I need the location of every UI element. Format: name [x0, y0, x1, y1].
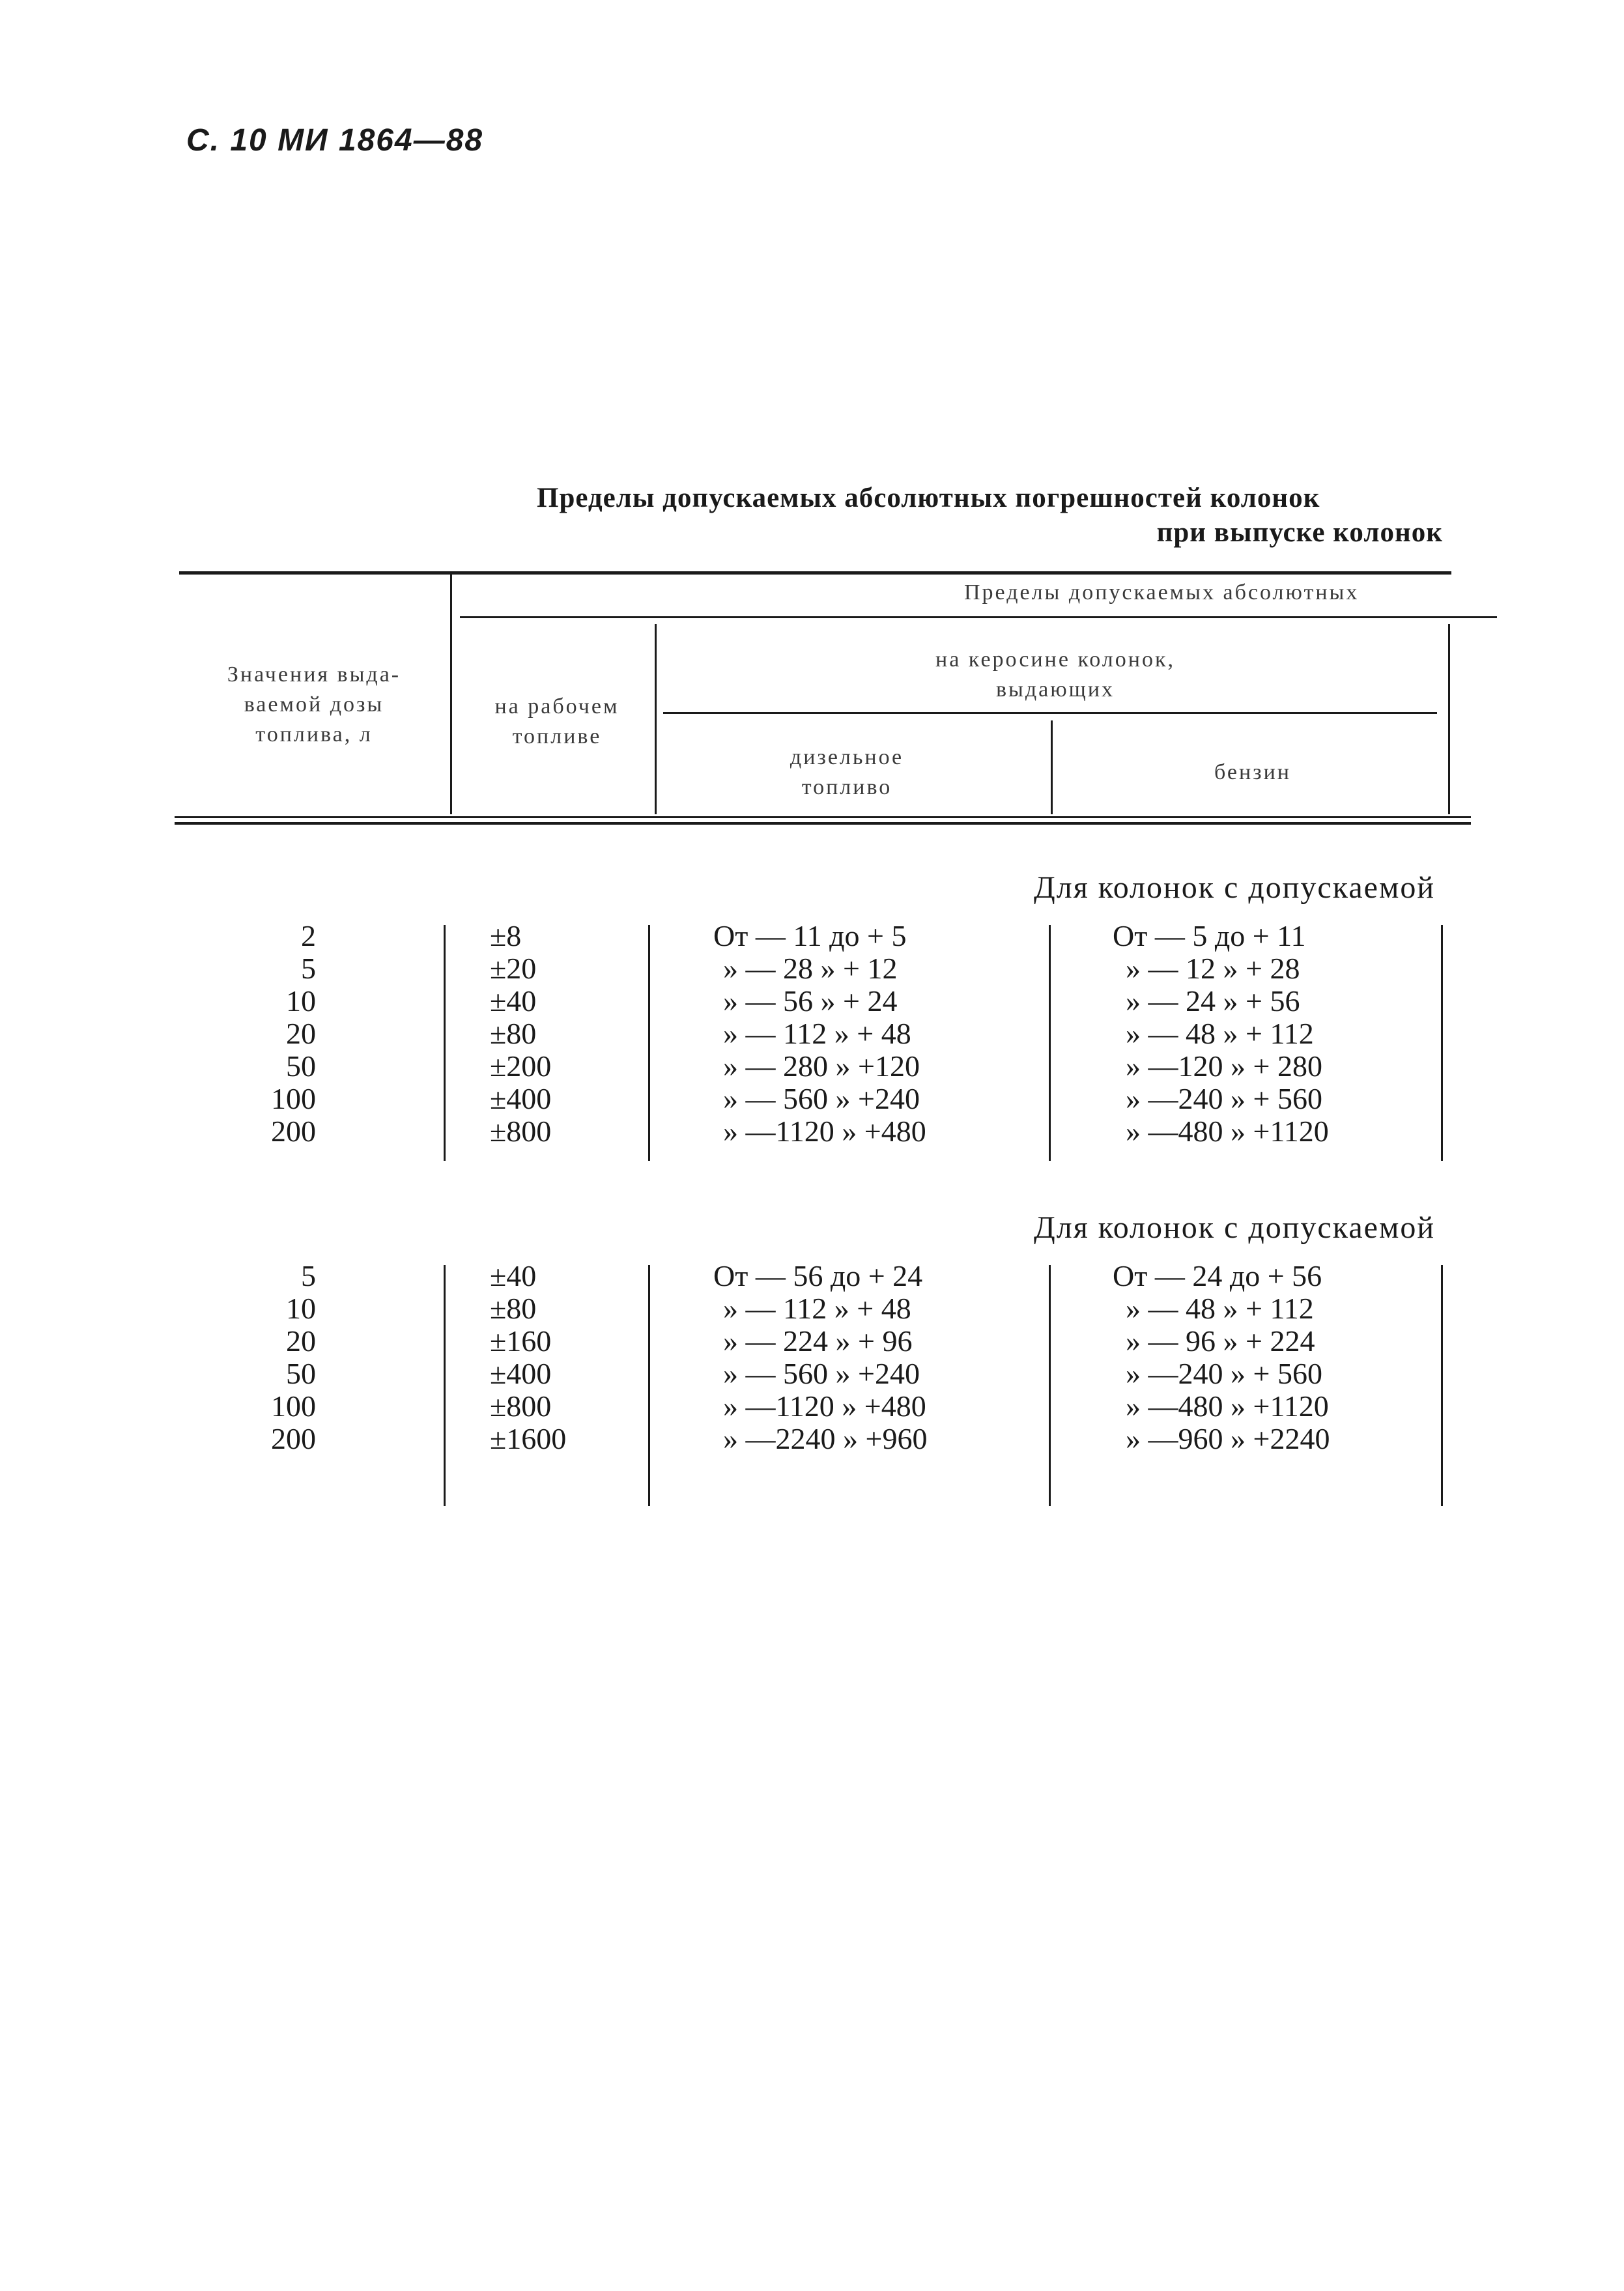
- table-row-petrol: » —240 » + 560: [1126, 1082, 1322, 1115]
- table-row-petrol: » —960 » +2240: [1126, 1422, 1330, 1455]
- column-rule: [1049, 1265, 1051, 1506]
- table-row-petrol: » —120 » + 280: [1126, 1049, 1322, 1083]
- section-title: Для колонок с допускаемой: [1034, 1210, 1435, 1245]
- table-row-petrol: » — 48 » + 112: [1126, 1292, 1314, 1325]
- table-row-diesel: » — 112 » + 48: [723, 1017, 911, 1050]
- table-row-dose: 50: [286, 1049, 316, 1083]
- table-row-petrol: » — 12 » + 28: [1126, 952, 1300, 985]
- table-row-working: ±40: [490, 1259, 537, 1292]
- table-row-dose: 20: [286, 1324, 316, 1358]
- table-row-diesel: » — 56 » + 24: [723, 984, 898, 1017]
- table-row-dose: 10: [286, 984, 316, 1017]
- table-row-diesel: От — 11 до + 5: [713, 919, 907, 952]
- table-row-dose: 200: [271, 1115, 316, 1148]
- table-row-petrol: » —240 » + 560: [1126, 1357, 1322, 1390]
- table-row-petrol: » —480 » +1120: [1126, 1115, 1329, 1148]
- header-working: на рабочем топливе: [494, 694, 620, 748]
- header-divider-diesel: [1051, 720, 1053, 814]
- header-top-rule: [179, 571, 1451, 575]
- section-title: Для колонок с допускаемой: [1034, 870, 1435, 905]
- table-row-dose: 5: [301, 952, 316, 985]
- table-row-working: ±40: [490, 984, 537, 1017]
- table-row-diesel: » — 28 » + 12: [723, 952, 898, 985]
- header-divider-dose: [450, 575, 452, 814]
- column-rule: [1441, 1265, 1443, 1506]
- table-row-working: ±160: [490, 1324, 552, 1358]
- table-row-dose: 10: [286, 1292, 316, 1325]
- table-row-petrol: От — 24 до + 56: [1113, 1259, 1322, 1292]
- table-row-dose: 50: [286, 1357, 316, 1390]
- table-row-working: ±8: [490, 919, 522, 952]
- table-row-diesel: » — 112 » + 48: [723, 1292, 911, 1325]
- table-row-working: ±80: [490, 1292, 537, 1325]
- table-row-diesel: » — 224 » + 96: [723, 1324, 913, 1358]
- header-kerosene-group: на керосине колонок, выдающих: [935, 647, 1175, 702]
- table-row-diesel: » — 560 » +240: [723, 1082, 920, 1115]
- header-kerosene-rule: [663, 712, 1437, 714]
- table-row-working: ±800: [490, 1115, 552, 1148]
- table-row-diesel: » — 280 » +120: [723, 1049, 920, 1083]
- column-rule: [444, 1265, 446, 1506]
- table-row-petrol: » —480 » +1120: [1126, 1389, 1329, 1423]
- table-row-dose: 100: [271, 1389, 316, 1423]
- header-dose: Значения выда- ваемой дозы топлива, л: [227, 662, 401, 747]
- table-title-line-2: при выпуске колонок: [1156, 517, 1443, 548]
- table-row-petrol: » — 96 » + 224: [1126, 1324, 1315, 1358]
- column-rule: [648, 1265, 650, 1506]
- column-rule: [648, 925, 650, 1161]
- table-row-working: ±400: [490, 1357, 552, 1390]
- table-row-diesel: » — 560 » +240: [723, 1357, 920, 1390]
- table-row-diesel: » —2240 » +960: [723, 1422, 928, 1455]
- table-row-diesel: От — 56 до + 24: [713, 1259, 923, 1292]
- table-row-working: ±80: [490, 1017, 537, 1050]
- header-diesel: дизельное топливо: [790, 745, 904, 799]
- table-row-working: ±1600: [490, 1422, 567, 1455]
- column-rule: [1441, 925, 1443, 1161]
- header-limits-rule: [460, 616, 1497, 618]
- header-divider-working: [655, 624, 657, 814]
- header-divider-right: [1448, 624, 1450, 814]
- table-row-diesel: » —1120 » +480: [723, 1389, 926, 1423]
- header-petrol: бензин: [1214, 760, 1291, 784]
- table-row-dose: 5: [301, 1259, 316, 1292]
- table-row-petrol: » — 24 » + 56: [1126, 984, 1300, 1017]
- page-header: С. 10 МИ 1864—88: [186, 123, 484, 158]
- table-row-dose: 20: [286, 1017, 316, 1050]
- table-row-dose: 200: [271, 1422, 316, 1455]
- table-row-petrol: » — 48 » + 112: [1126, 1017, 1314, 1050]
- table-row-dose: 100: [271, 1082, 316, 1115]
- header-limits-group: Пределы допускаемых абсолютных: [964, 580, 1360, 605]
- table-row-working: ±200: [490, 1049, 552, 1083]
- table-row-petrol: От — 5 до + 11: [1113, 919, 1306, 952]
- column-rule: [444, 925, 446, 1161]
- column-rule: [1049, 925, 1051, 1161]
- table-row-working: ±20: [490, 952, 537, 985]
- table-row-working: ±400: [490, 1082, 552, 1115]
- header-bottom-rule-1: [175, 816, 1471, 818]
- table-title-line-1: Пределы допускаемых абсолютных погрешностей колонок: [537, 483, 1320, 513]
- header-bottom-rule-2: [175, 822, 1471, 825]
- table-row-dose: 2: [301, 919, 316, 952]
- table-row-diesel: » —1120 » +480: [723, 1115, 926, 1148]
- table-row-working: ±800: [490, 1389, 552, 1423]
